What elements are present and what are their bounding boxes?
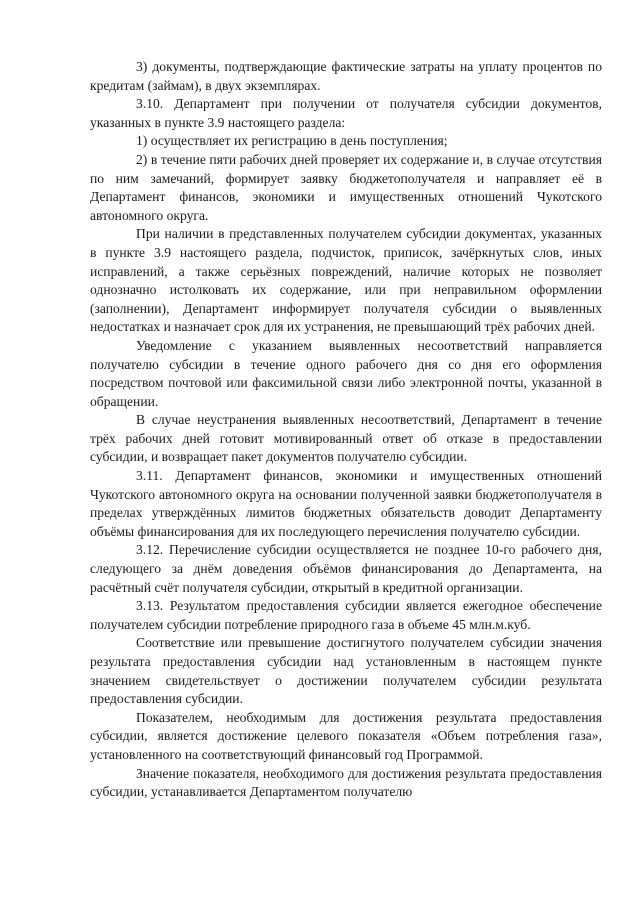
paragraph-3-10: 3.10. Департамент при получении от получателя субсидии документов, указанных в пункте 3.9 настоящего раздела: [90,96,602,130]
paragraph-documents-interest: 3) документы, подтверждающие фактические затраты на уплату процентов по кредитам (займам), в двух экземплярах. [90,59,602,93]
paragraph-corrections: При наличии в представленных получателем субсидии документах, указанных в пункте 3.9 настоящего раздела, подчисток, приписок, зачёркнутых слов, иных исправлений, а также серьёзных повреждений, наличие которых не позволяет однозначно истолковать их содержание, или при неправильном оформлении (заполнении), Департамент информирует получателя субсидии о выявленных недостатках и назначает срок для их устранения, не превышающий трёх рабочих дней. [90,226,602,335]
paragraph-3-11: 3.11. Департамент финансов, экономики и имущественных отношений Чукотского автономного округа на основании полученной заявки бюджетополучателя в пределах утверждённых лимитов бюджетных обязательств доводит Департаменту объёмы финансирования для их последующего перечисления получателю субсидии. [90,468,602,539]
document-page [90,58,602,802]
paragraph-five-days-check: 2) в течение пяти рабочих дней проверяет их содержание и, в случае отсутствия по ним замечаний, формирует заявку бюджетополучателя и направляет её в Департамент финансов, экономики и имущественных отношений Чукотского автономного округа. [90,151,602,223]
paragraph-indicator: Показателем, необходимым для достижения результата предоставления субсидии, является достижение целевого показателя «Объем потребления газа», установленного на соответствующий финансовый год Программой. [90,709,602,762]
paragraph-3-12: 3.12. Перечисление субсидии осуществляется не позднее 10-го рабочего дня, следующего за днём доведения объёмов финансирования до Департамента, на расчётный счёт получателя субсидии, открытый в кредитной организации. [90,542,602,595]
paragraph-notification: Уведомление с указанием выявленных несоответствий направляется получателю субсидии в течение одного рабочего дня со дня его оформления посредством почтовой или факсимильной связи либо электронной почты, указанной в обращении. [90,337,602,409]
paragraph-result-compliance: Соответствие или превышение достигнутого получателем субсидии значения результата предоставления субсидии над установленным в настоящем пункте значением свидетельствует о достижении получателем субсидии результата предоставления субсидии. [90,635,602,707]
paragraph-3-13: 3.13. Результатом предоставления субсидии является ежегодное обеспечение получателем субсидии потребление природного газа в объеме 45 млн.м.куб. [90,598,602,632]
paragraph-refusal: В случае неустранения выявленных несоответствий, Департамент в течение трёх рабочих дней готовит мотивированный ответ об отказе в предоставлении субсидии, и возвращает пакет документов получателю субсидии. [90,412,602,465]
paragraph-indicator-value: Значение показателя, необходимого для достижения результата предоставления субсидии, устанавливается Департаментом получателю [90,765,602,800]
paragraph-registration: 1) осуществляет их регистрацию в день поступления; [136,133,448,149]
